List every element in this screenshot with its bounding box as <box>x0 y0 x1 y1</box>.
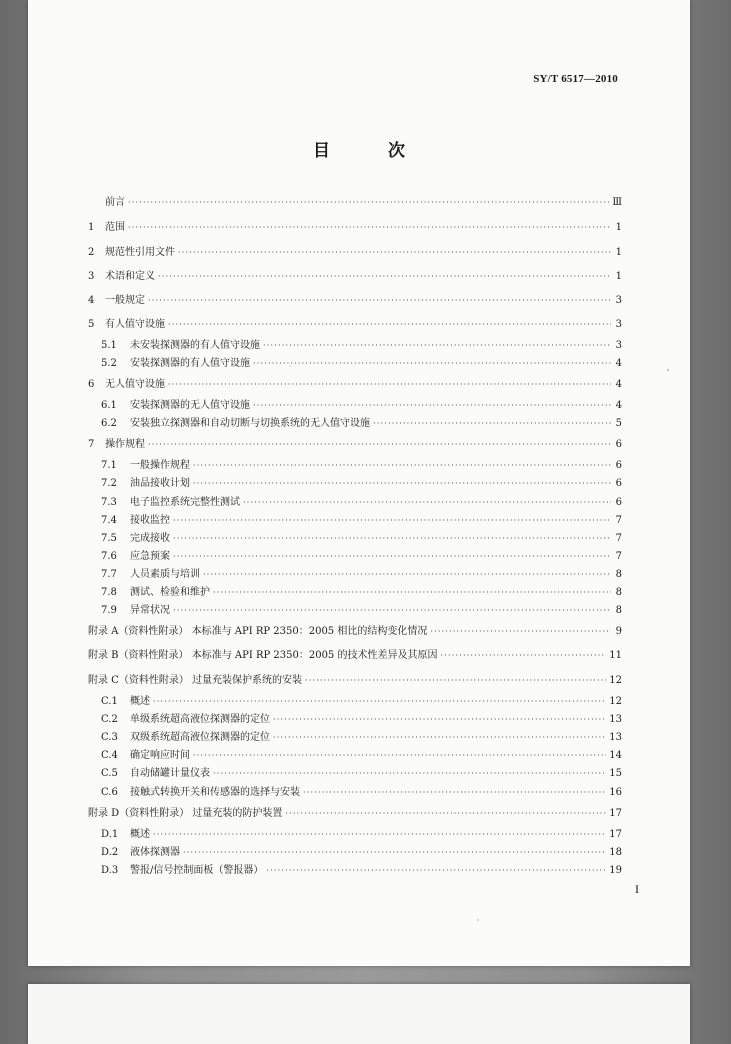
standard-code: SY/T 6517—2010 <box>533 73 618 85</box>
toc-entry-page: 17 <box>609 829 622 840</box>
toc-entry <box>88 601 622 616</box>
toc-entry-number: 4 <box>88 295 95 306</box>
toc-entry <box>88 456 622 471</box>
toc-entry <box>88 547 622 562</box>
toc-entry-page: 17 <box>609 808 622 819</box>
toc-entry <box>88 804 622 819</box>
dot-leader <box>430 627 611 636</box>
toc-entry-label: 液体探测器 <box>130 847 180 858</box>
toc-entry-label: 人员素质与培训 <box>130 569 200 580</box>
toc-entry-page: 4 <box>615 379 622 390</box>
toc-entry-number: 7.1 <box>101 460 117 471</box>
dot-leader <box>193 751 606 760</box>
toc-entry-number: 6 <box>88 379 95 390</box>
dot-leader <box>273 715 606 724</box>
toc-entry-number: 6.1 <box>101 400 117 411</box>
toc-entry <box>88 565 622 580</box>
toc-entry <box>88 783 622 798</box>
dot-leader <box>183 848 606 857</box>
toc-entry-page: Ⅲ <box>612 197 622 208</box>
next-page-edge <box>28 984 690 1044</box>
toc-entry-number: 7.4 <box>101 515 117 526</box>
toc-entry-number: 7.2 <box>101 478 117 489</box>
toc-entry-label: 单级系统超高液位探测器的定位 <box>130 714 270 725</box>
toc-entry-page: 7 <box>615 515 622 526</box>
toc-entry-label: 测试、检验和维护 <box>130 587 210 598</box>
toc-entry <box>88 746 622 761</box>
toc-entry-number: 7.9 <box>101 605 117 616</box>
toc-entry-page: 3 <box>615 295 622 306</box>
toc-entry <box>88 375 622 390</box>
toc-entry-label: 电子监控系统完整性测试 <box>130 497 240 508</box>
toc-entry <box>88 728 622 743</box>
page-number: I <box>635 882 639 896</box>
toc-entry-page: 7 <box>615 551 622 562</box>
toc-entry-number: 3 <box>88 271 95 282</box>
toc-entry <box>88 692 622 707</box>
dot-leader <box>440 651 606 660</box>
toc-entry-label: 范围 <box>105 222 125 233</box>
toc-entry-page: 5 <box>615 418 622 429</box>
toc-entry-page: 12 <box>609 675 622 686</box>
dot-leader <box>213 769 606 778</box>
toc-entry-label: 附录 D（资料性附录） 过量充装的防护装置 <box>88 808 283 819</box>
toc-entry-number: C.3 <box>101 732 118 743</box>
toc-entry-number: D.2 <box>101 847 119 858</box>
dot-leader <box>153 830 606 839</box>
dot-leader <box>128 223 611 232</box>
dot-leader <box>213 588 611 597</box>
toc-entry-page: 13 <box>609 732 622 743</box>
toc-entry-number: 5.2 <box>101 358 117 369</box>
dot-leader <box>285 809 606 818</box>
toc-entry-number: C.2 <box>101 714 118 725</box>
dot-leader <box>263 341 611 350</box>
toc-entry-label: 完成接收 <box>130 533 170 544</box>
toc-entry-number: 1 <box>88 222 95 233</box>
toc-entry-label: 规范性引用文件 <box>105 247 175 258</box>
toc-entry <box>88 435 622 450</box>
dot-leader <box>373 419 611 428</box>
toc-entry <box>88 218 622 233</box>
toc-entry-number: C.1 <box>101 696 118 707</box>
toc-entry-page: 19 <box>609 865 622 876</box>
toc-entry-label: 无人值守设施 <box>105 379 165 390</box>
toc-entry-label: 附录 A（资料性附录） 本标准与 API RP 2350：2005 相比的结构变化情况 <box>88 626 428 637</box>
dot-leader <box>168 380 611 389</box>
toc-entry-page: 8 <box>615 605 622 616</box>
toc-entry <box>88 825 622 840</box>
toc-entry <box>88 764 622 779</box>
toc-entry-label: 油品接收计划 <box>130 478 190 489</box>
dot-leader <box>168 320 611 329</box>
toc-entry <box>88 193 622 208</box>
toc-entry-label: 安装探测器的有人值守设施 <box>130 358 250 369</box>
toc-entry-number: D.3 <box>101 865 119 876</box>
dot-leader <box>203 570 611 579</box>
toc-entry-label: 接收监控 <box>130 515 170 526</box>
dot-leader <box>303 788 606 797</box>
dot-leader <box>148 296 611 305</box>
toc-entry-page: 4 <box>615 400 622 411</box>
dot-leader <box>173 606 611 615</box>
toc-entry-label: 异常状况 <box>130 605 170 616</box>
toc-entry <box>88 267 622 282</box>
toc-entry-label: 应急预案 <box>130 551 170 562</box>
toc-entry-number: 7.5 <box>101 533 117 544</box>
dot-leader <box>193 479 611 488</box>
toc-entry-page: 14 <box>609 750 622 761</box>
toc-entry-number: 7.3 <box>101 497 117 508</box>
toc-entry <box>88 646 622 661</box>
toc-entry-number: 7.6 <box>101 551 117 562</box>
toc-entry-number: 6.2 <box>101 418 117 429</box>
toc-entry <box>88 414 622 429</box>
toc-entry-label: 术语和定义 <box>105 271 155 282</box>
dot-leader <box>273 733 606 742</box>
toc-entry <box>88 493 622 508</box>
dot-leader <box>178 248 611 257</box>
dot-leader <box>193 461 611 470</box>
toc-entry-page: 6 <box>615 478 622 489</box>
toc-entry-label: 前言 <box>105 197 125 208</box>
toc-entry-number: 2 <box>88 247 95 258</box>
toc-entry-page: 13 <box>609 714 622 725</box>
toc-entry <box>88 336 622 351</box>
toc-entry <box>88 396 622 411</box>
toc-entry-page: 8 <box>615 569 622 580</box>
toc-entry <box>88 843 622 858</box>
dot-leader <box>253 359 611 368</box>
toc-entry <box>88 474 622 489</box>
toc-entry-page: 6 <box>615 439 622 450</box>
toc-entry <box>88 710 622 725</box>
dot-leader <box>148 440 611 449</box>
toc-entry-page: 6 <box>615 460 622 471</box>
toc-entry-label: 警报/信号控制面板（警报器） <box>130 865 264 876</box>
toc-entry-number: 5 <box>88 319 95 330</box>
toc-entry-number: C.6 <box>101 787 118 798</box>
dot-leader <box>153 697 606 706</box>
toc-entry-label: 确定响应时间 <box>130 750 190 761</box>
dot-leader <box>128 198 609 207</box>
toc-entry <box>88 291 622 306</box>
toc-entry-label: 有人值守设施 <box>105 319 165 330</box>
toc-entry-number: 5.1 <box>101 340 117 351</box>
toc-entry-label: 接触式转换开关和传感器的选择与安装 <box>130 787 300 798</box>
dot-leader <box>173 552 611 561</box>
dot-leader <box>305 676 606 685</box>
toc-entry <box>88 529 622 544</box>
toc-entry-label: 未安装探测器的有人值守设施 <box>130 340 260 351</box>
toc-entry <box>88 315 622 330</box>
toc-entry-page: 6 <box>615 497 622 508</box>
toc-entry-label: 自动储罐计量仪表 <box>130 768 210 779</box>
toc-entry-page: 3 <box>615 319 622 330</box>
toc-entry-page: 9 <box>615 626 622 637</box>
toc-entry-number: C.4 <box>101 750 118 761</box>
dot-leader <box>253 401 611 410</box>
dot-leader <box>266 866 606 875</box>
toc-entry-page: 12 <box>609 696 622 707</box>
dot-leader <box>158 272 611 281</box>
toc-entry-label: 一般规定 <box>105 295 145 306</box>
toc-entry-page: 1 <box>615 222 622 233</box>
toc-entry-page: 11 <box>609 650 622 661</box>
toc-entry-page: 18 <box>609 847 622 858</box>
dot-leader <box>173 516 611 525</box>
toc-entry-label: 附录 C（资料性附录） 过量充装保护系统的安装 <box>88 675 303 686</box>
toc-entry-page: 7 <box>615 533 622 544</box>
dot-leader <box>173 534 611 543</box>
toc-entry <box>88 354 622 369</box>
toc-entry-page: 15 <box>609 768 622 779</box>
toc-entry-page: 1 <box>615 271 622 282</box>
toc-entry-number: C.5 <box>101 768 118 779</box>
toc-entry-number: 7.7 <box>101 569 117 580</box>
toc-entry <box>88 671 622 686</box>
toc-entry-label: 安装探测器的无人值守设施 <box>130 400 250 411</box>
toc-entry <box>88 583 622 598</box>
toc-entry-label: 附录 B（资料性附录） 本标准与 API RP 2350：2005 的技术性差异及其原因 <box>88 650 438 661</box>
toc-entry <box>88 861 622 876</box>
toc-entry <box>88 243 622 258</box>
toc-entry-page: 1 <box>615 247 622 258</box>
toc-entry-label: 双级系统超高液位探测器的定位 <box>130 732 270 743</box>
toc-entry-page: 4 <box>615 358 622 369</box>
toc-entry-label: 一般操作规程 <box>130 460 190 471</box>
toc-entry-number: D.1 <box>101 829 119 840</box>
toc-entry-label: 概述 <box>130 696 150 707</box>
toc-entry-page: 8 <box>615 587 622 598</box>
toc-entry-label: 安装独立探测器和自动切断与切换系统的无人值守设施 <box>130 418 370 429</box>
toc-entry-number: 7 <box>88 439 95 450</box>
document-page <box>28 0 690 966</box>
dot-leader <box>243 498 611 507</box>
toc-entry <box>88 622 622 637</box>
toc-entry-label: 操作规程 <box>105 439 145 450</box>
toc-entry-number: 7.8 <box>101 587 117 598</box>
toc-entry <box>88 511 622 526</box>
toc-entry-page: 16 <box>609 787 622 798</box>
toc-entry-page: 3 <box>615 340 622 351</box>
toc-entry-label: 概述 <box>130 829 150 840</box>
page-title: 目 次 <box>313 141 431 161</box>
